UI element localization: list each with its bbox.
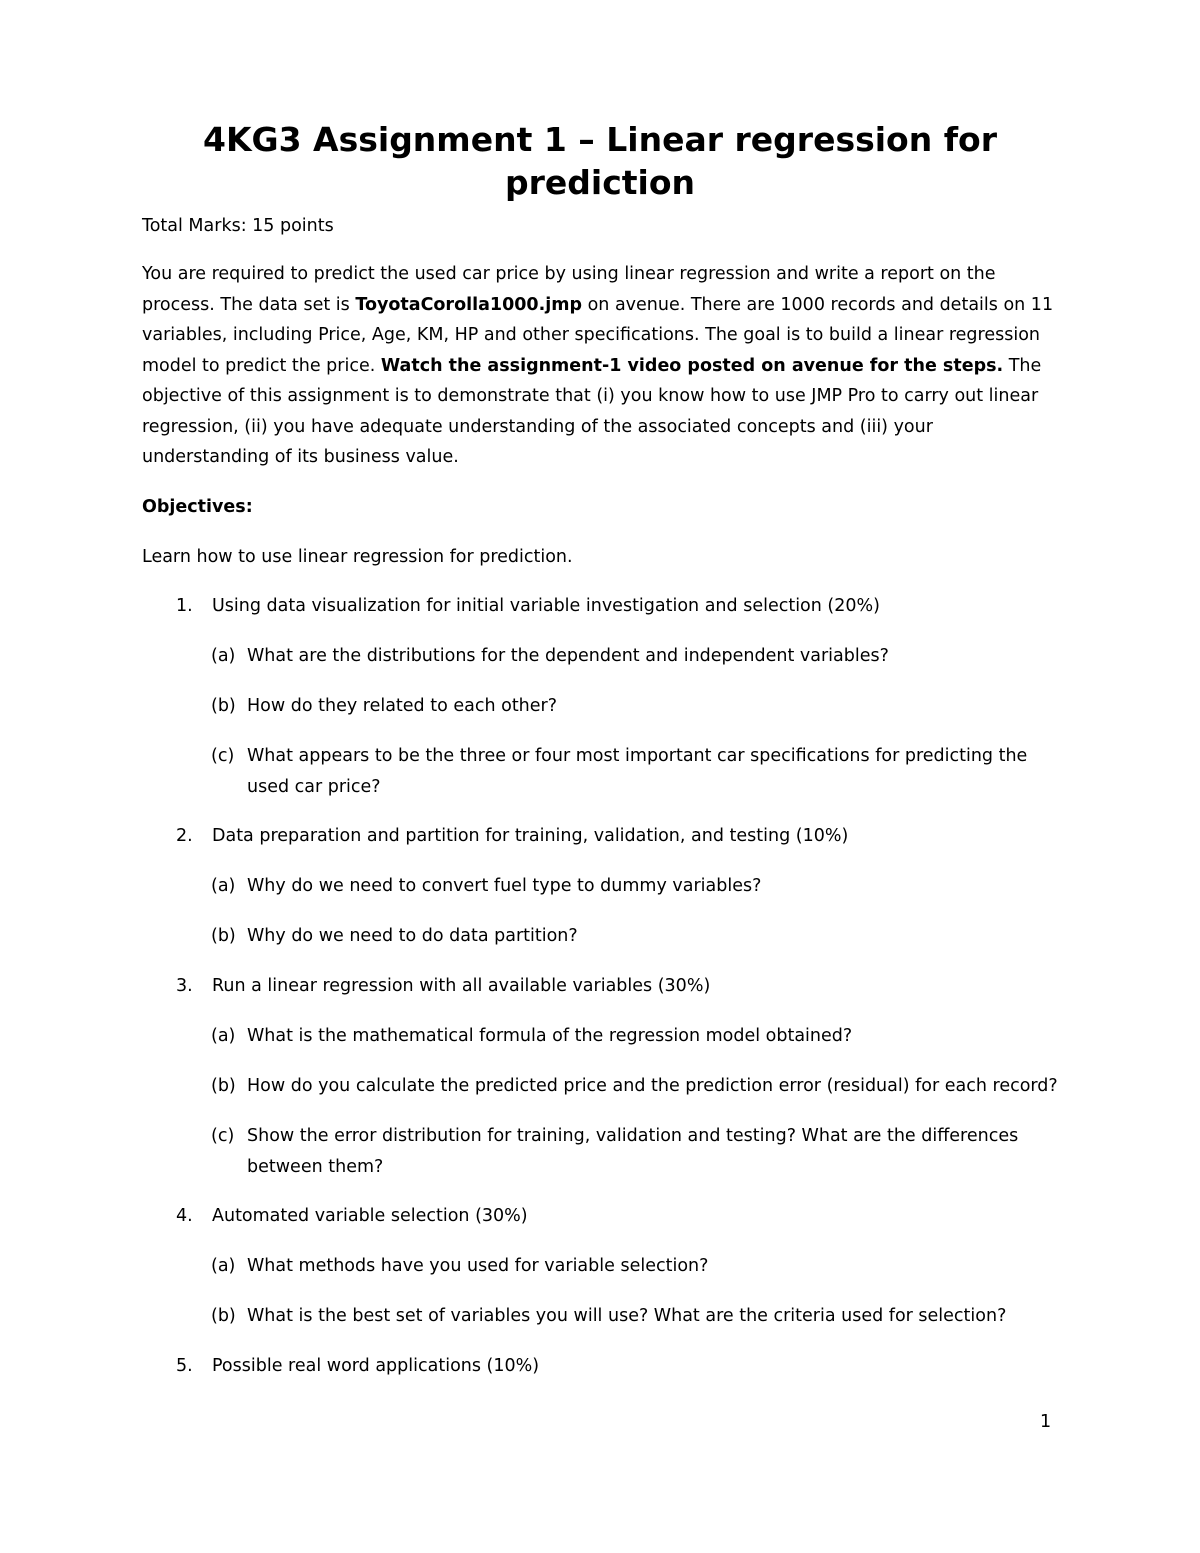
sub-question-text: What is the mathematical formula of the regression model obtained? <box>247 1026 853 1046</box>
sub-question-label: (b) <box>211 1076 236 1096</box>
sub-question-text: Why do we need to do data partition? <box>247 926 578 946</box>
sub-question-text: How do they related to each other? <box>247 696 558 716</box>
question-number: 1. <box>176 596 193 616</box>
intro-text-2: on avenue. There are 1000 records and details on 11 variables, including Price, Age, KM, HP and other specifications. The goal is to build a linear regression model to predict the price. <box>142 294 1054 376</box>
intro-text-3: The objective of this assignment is to demonstrate that (i) you know how to use JMP Pro to carry out linear regression, (ii) you have adequate understanding of the associated concepts and (iii) your understanding of its business value. <box>142 355 1042 467</box>
dataset-name: ToyotaCorolla1000.jmp <box>355 294 583 315</box>
sub-question-text: What appears to be the three or four most important car specifications for predicting the used car price? <box>247 746 1028 797</box>
sub-question-text: What is the best set of variables you will use? What are the criteria used for selection? <box>247 1306 1007 1326</box>
sub-question-text: Show the error distribution for training, validation and testing? What are the differences between them? <box>247 1126 1019 1177</box>
sub-question-label: (a) <box>211 876 236 896</box>
page-number: 1 <box>1040 1412 1052 1432</box>
question-number: 4. <box>176 1206 193 1226</box>
intro-text-1: You are required to predict the used car price by using linear regression and write a report on the process. The data set is <box>142 264 996 315</box>
video-instruction: Watch the assignment-1 video posted on avenue for the steps. <box>380 355 1004 376</box>
sub-question-label: (b) <box>211 696 236 716</box>
sub-question-label: (c) <box>211 746 235 766</box>
sub-question-label: (b) <box>211 1306 236 1326</box>
sub-question-text: How do you calculate the predicted price and the prediction error (residual) for each record? <box>247 1076 1058 1096</box>
question-text: Possible real word applications (10%) <box>212 1356 540 1376</box>
sub-question-text: What methods have you used for variable selection? <box>247 1256 709 1276</box>
question-text: Automated variable selection (30%) <box>212 1206 528 1226</box>
intro-paragraph <box>142 259 1062 473</box>
question-text: Data preparation and partition for training, validation, and testing (10%) <box>212 826 849 846</box>
question-number: 2. <box>176 826 193 846</box>
objectives-lead: Learn how to use linear regression for prediction. <box>142 547 573 567</box>
sub-question-label: (a) <box>211 1026 236 1046</box>
sub-question-text: What are the distributions for the dependent and independent variables? <box>247 646 889 666</box>
objectives-heading: Objectives: <box>142 497 253 517</box>
sub-question-text: Why do we need to convert fuel type to dummy variables? <box>247 876 762 896</box>
sub-question-label: (b) <box>211 926 236 946</box>
sub-question-label: (a) <box>211 646 236 666</box>
page-title: 4KG3 Assignment 1 – Linear regression for prediction <box>202 120 997 202</box>
sub-question-label: (a) <box>211 1256 236 1276</box>
sub-question-label: (c) <box>211 1126 235 1146</box>
question-number: 5. <box>176 1356 193 1376</box>
question-text: Run a linear regression with all available variables (30%) <box>212 976 711 996</box>
question-number: 3. <box>176 976 193 996</box>
total-marks: Total Marks: 15 points <box>142 216 334 236</box>
question-text: Using data visualization for initial variable investigation and selection (20%) <box>212 596 880 616</box>
